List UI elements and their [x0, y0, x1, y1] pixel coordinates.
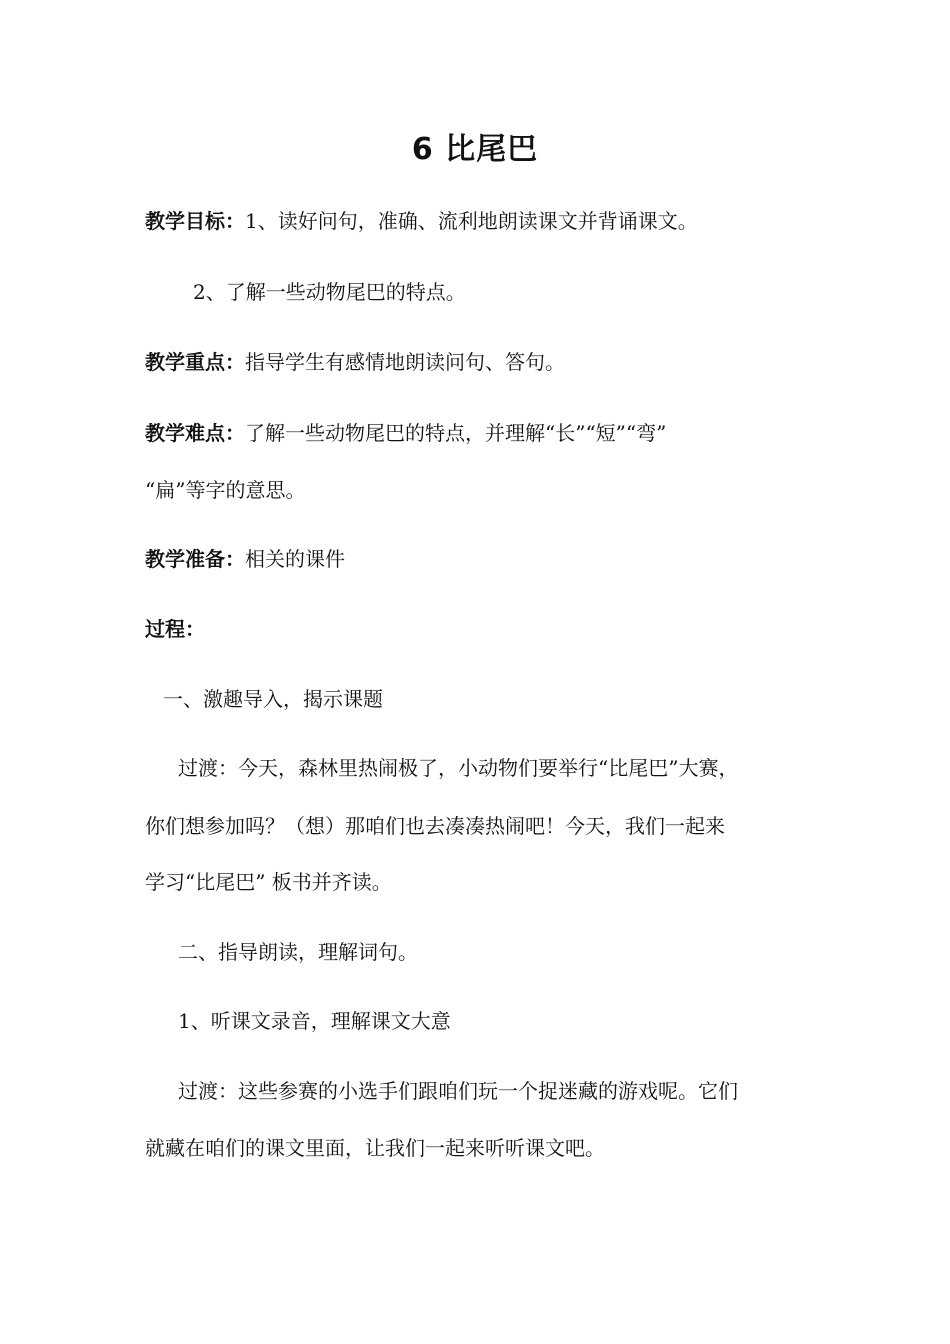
- key-point-line: [145, 347, 565, 377]
- preparation-text: 相关的课件: [245, 547, 345, 571]
- section-2-heading: 二、指导朗读，理解词句。: [178, 940, 418, 964]
- objectives-label: 教学目标：: [145, 209, 245, 233]
- key-point-text: 指导学生有感情地朗读问句、答句。: [245, 350, 565, 374]
- page-title: 6 比尾巴: [411, 132, 539, 167]
- transition-2-line-2: 就藏在咱们的课文里面，让我们一起来听听课文吧。: [145, 1136, 605, 1160]
- key-point-label: 教学重点：: [145, 350, 245, 374]
- transition-2-line-1: 过渡：这些参赛的小选手们跟咱们玩一个捉迷藏的游戏呢。它们: [178, 1079, 738, 1103]
- transition-1-line-2: 你们想参加吗？（想）那咱们也去凑凑热闹吧！今天，我们一起来: [145, 814, 725, 838]
- preparation-line: [145, 544, 345, 574]
- process-label: 过程：: [145, 617, 205, 641]
- preparation-label: 教学准备：: [145, 547, 245, 571]
- objectives-line-1: [145, 206, 698, 236]
- difficulty-line-2: “扁”等字的意思。: [145, 478, 306, 502]
- step-1-heading: 1、听课文录音，理解课文大意: [178, 1009, 451, 1033]
- objectives-item-1: 1、读好问句，准确、流利地朗读课文并背诵课文。: [245, 209, 698, 233]
- difficulty-text-1: 了解一些动物尾巴的特点，并理解“长”“短”“弯”: [245, 421, 667, 445]
- difficulty-label: 教学难点：: [145, 421, 245, 445]
- transition-1-line-1: 过渡：今天，森林里热闹极了，小动物们要举行“比尾巴”大赛，: [178, 756, 739, 780]
- transition-1-line-3: 学习“比尾巴” 板书并齐读。: [145, 870, 392, 894]
- difficulty-line-1: [145, 418, 666, 448]
- section-1-heading: 一、激趣导入，揭示课题: [163, 687, 383, 711]
- objectives-item-2: 2、了解一些动物尾巴的特点。: [193, 280, 466, 304]
